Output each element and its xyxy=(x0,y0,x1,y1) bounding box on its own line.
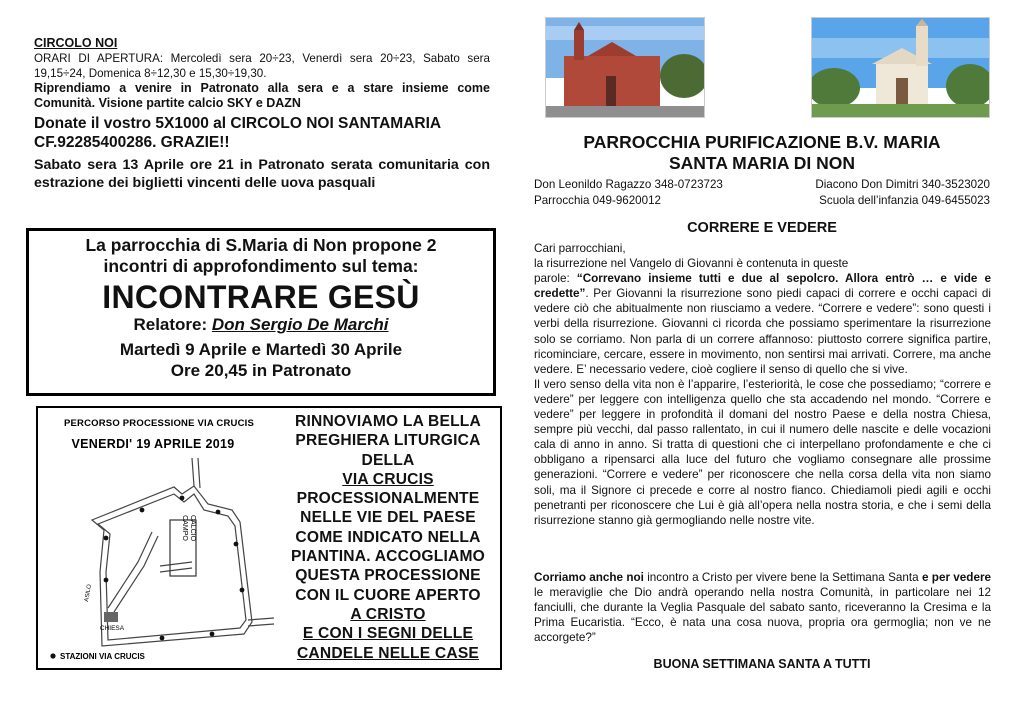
via-crucis-line: RINNOVIAMO LA BELLA xyxy=(294,413,481,430)
closing-paragraph xyxy=(534,570,991,645)
incontri-date-line: Martedì 9 Aprile e Martedì 30 Aprile xyxy=(119,340,403,359)
church-photo-1-drawing xyxy=(546,18,704,117)
circolo-section xyxy=(34,36,490,192)
via-crucis-line: COME INDICATO NELLA xyxy=(295,528,481,546)
incontri-headline: INCONTRARE GESÙ xyxy=(102,279,420,315)
saturday-event: Sabato sera 13 Aprile ore 21 in Patronato serata comunitaria con estrazione dei biglietti vincenti delle uova pasquali xyxy=(34,157,490,191)
circolo-title: CIRCOLO NOI xyxy=(34,36,118,50)
article-paragraph-2: Il vero senso della vita non è l’apparire, l’esteriorità, le cose che possediamo; “correre e vedere” per leggere con intelligenza quello che sta accadendo nel mondo. “Correre e vedere” per leggere in profondità il domani del nostro Paese e della nostra Chiesa, sempre più vecchi, dal passo rallentato, in cui il numero delle nascite e delle vocazioni cala di anno in anno. Si tratta di questioni che ci interpellano profondamente e che ci obbligano a ripensarci alla luce del futuro che vogliamo consegnare alle prossime generazioni. “Correre e vedere” per riconoscere che nella corsa della vita non siamo soli, ma il Signore ci precede e corre al nostro fianco. Chiediamoli piedi agili e occhi penetranti per riconoscere che Lui è già all’opera nella nostra storia, e che i semi della risurrezione stanno già germogliando nelle nostre vite. xyxy=(534,377,991,527)
article-line2: la risurrezione nel Vangelo di Giovanni è contenuta in queste xyxy=(534,257,849,271)
map-caption: PERCORSO PROCESSIONE VIA CRUCIS xyxy=(63,418,255,429)
article-paragraph-1 xyxy=(534,271,991,377)
parish-title-line2: SANTA MARIA DI NON xyxy=(668,153,855,173)
gospel-quote: “Correvano insieme tutti e due al sepolcro. Allora entrò … e vide e credette” xyxy=(534,272,991,301)
opening-hours: ORARI DI APERTURA: Mercoledì sera 20÷23, Venerdì sera 20÷23, Sabato sera 19,15÷24, Domenica 8÷12,30 e 15,30÷19,30. xyxy=(34,52,490,80)
article-title: CORRERE E VEDERE xyxy=(687,220,837,236)
incontri-dates xyxy=(29,339,493,381)
station-dot xyxy=(210,632,215,637)
via-crucis-line: NELLE VIE DEL PAESE xyxy=(300,509,476,527)
article-greeting: Cari parrocchiani, xyxy=(534,242,626,255)
parish-phone: Parrocchia 049-9620012 xyxy=(534,194,661,207)
relatore-name: Don Sergio De Marchi xyxy=(211,315,389,334)
via-crucis-line: QUESTA PROCESSIONE xyxy=(295,567,481,585)
incontri-intro-line2: incontri di approfondimento sul tema: xyxy=(103,256,419,276)
article-body xyxy=(534,241,991,528)
via-crucis-line: CON IL CUORE APERTO xyxy=(295,586,481,604)
via-crucis-panel xyxy=(36,406,502,670)
church-photo-1 xyxy=(545,17,705,118)
station-dot xyxy=(234,542,239,547)
map-label-calcio: CALCIO xyxy=(189,514,196,542)
church-marker xyxy=(104,612,118,622)
via-crucis-line: E CON I SEGNI DELLE xyxy=(302,625,474,643)
sign-off: BUONA SETTIMANA SANTA A TUTTI xyxy=(653,657,871,671)
via-crucis-text xyxy=(280,412,496,663)
via-crucis-line: A CRISTO xyxy=(350,605,426,623)
closing-bold-2: e per vedere xyxy=(921,571,991,584)
incontri-intro xyxy=(29,235,493,277)
station-dot xyxy=(104,536,109,541)
circolo-resume-note: Riprendiamo a venire in Patronato alla sera e a stare insieme come Comunità. Visione partite calcio SKY e DAZN xyxy=(34,81,490,110)
via-crucis-line: DELLA xyxy=(361,451,415,469)
procession-map-drawing xyxy=(42,412,276,666)
closing-bold-1: Corriamo anche noi xyxy=(534,571,644,584)
p1-lead: parole: xyxy=(534,272,577,286)
contact-row-1 xyxy=(534,177,990,192)
station-dot xyxy=(216,510,221,515)
relatore-label: Relatore: xyxy=(133,315,212,334)
via-crucis-line: PROCESSIONALMENTE xyxy=(296,490,480,508)
map-label-campo: CAMPO xyxy=(181,515,188,541)
parish-title-line1: PARROCCHIA PURIFICAZIONE B.V. MARIA xyxy=(583,132,941,152)
p1-rest: . Per Giovanni la risurrezione sono piedi capaci di correre e occhi capaci di vedere ciò che abitualmente non riusciamo a vedere. “Correre e vedere”: sono questi i verbi della risurrezione. Giovanni ci ricorda che possiamo sperimentare la risurrezione solo se corriamo. Non parla di un correre affannoso: piuttosto correre significa partire, ricominciare, cercare, essere in movimento, non sentirsi mai arrivati. Correre, ma anche vedere. E’ necessario vedere, cioè cogliere il senso di quello che si vive. xyxy=(534,287,991,376)
legend-dot xyxy=(50,653,55,658)
station-dot xyxy=(240,588,245,593)
incontri-time-line: Ore 20,45 in Patronato xyxy=(170,361,352,380)
map-legend: STAZIONI VIA CRUCIS xyxy=(60,652,145,661)
station-dot xyxy=(160,636,165,641)
station-dot xyxy=(104,578,109,583)
closing-text-1: incontro a Cristo per vivere bene la Settimana Santa xyxy=(643,571,922,584)
map-label-asilo: ASILO xyxy=(84,583,94,603)
contact-row-2 xyxy=(534,193,990,208)
via-crucis-line: VIA CRUCIS xyxy=(342,470,434,488)
school-phone: Scuola dell’infanzia 049-6455023 xyxy=(819,194,990,207)
incontri-relatore xyxy=(29,314,493,335)
parish-title xyxy=(520,132,1004,174)
map-date: VENERDI' 19 APRILE 2019 xyxy=(71,437,235,451)
map-label-chiesa: CHIESA xyxy=(99,625,125,632)
station-dot xyxy=(180,496,185,501)
church-photo-2-drawing xyxy=(812,18,989,117)
donate-5x1000: Donate il vostro 5X1000 al CIRCOLO NOI SANTAMARIA CF.92285400286. GRAZIE!! xyxy=(34,115,441,151)
closing-text-2: le meraviglie che Dio andrà operando nella nostra Comunità, in particolare nei 12 fanciulli, che durante la Veglia Pasquale del sabato santo, riceveranno la Cresima e la Prima Eucaristia. “Ecco, è nata una cosa nuova, propria ora germoglia; non ve ne accorgete?” xyxy=(534,586,991,645)
via-crucis-line: PREGHIERA LITURGICA xyxy=(295,432,481,450)
via-crucis-line: CANDELE NELLE CASE xyxy=(296,644,480,662)
incontri-box xyxy=(26,228,496,396)
priest-contact: Don Leonildo Ragazzo 348-0723723 xyxy=(534,178,723,191)
procession-map xyxy=(42,412,276,666)
incontri-intro-line1: La parrocchia di S.Maria di Non propone 2 xyxy=(85,235,437,255)
via-crucis-line: PIANTINA. ACCOGLIAMO xyxy=(290,548,485,566)
deacon-contact: Diacono Don Dimitri 340-3523020 xyxy=(815,178,990,191)
station-dot xyxy=(140,508,145,513)
church-photo-2 xyxy=(811,17,990,118)
